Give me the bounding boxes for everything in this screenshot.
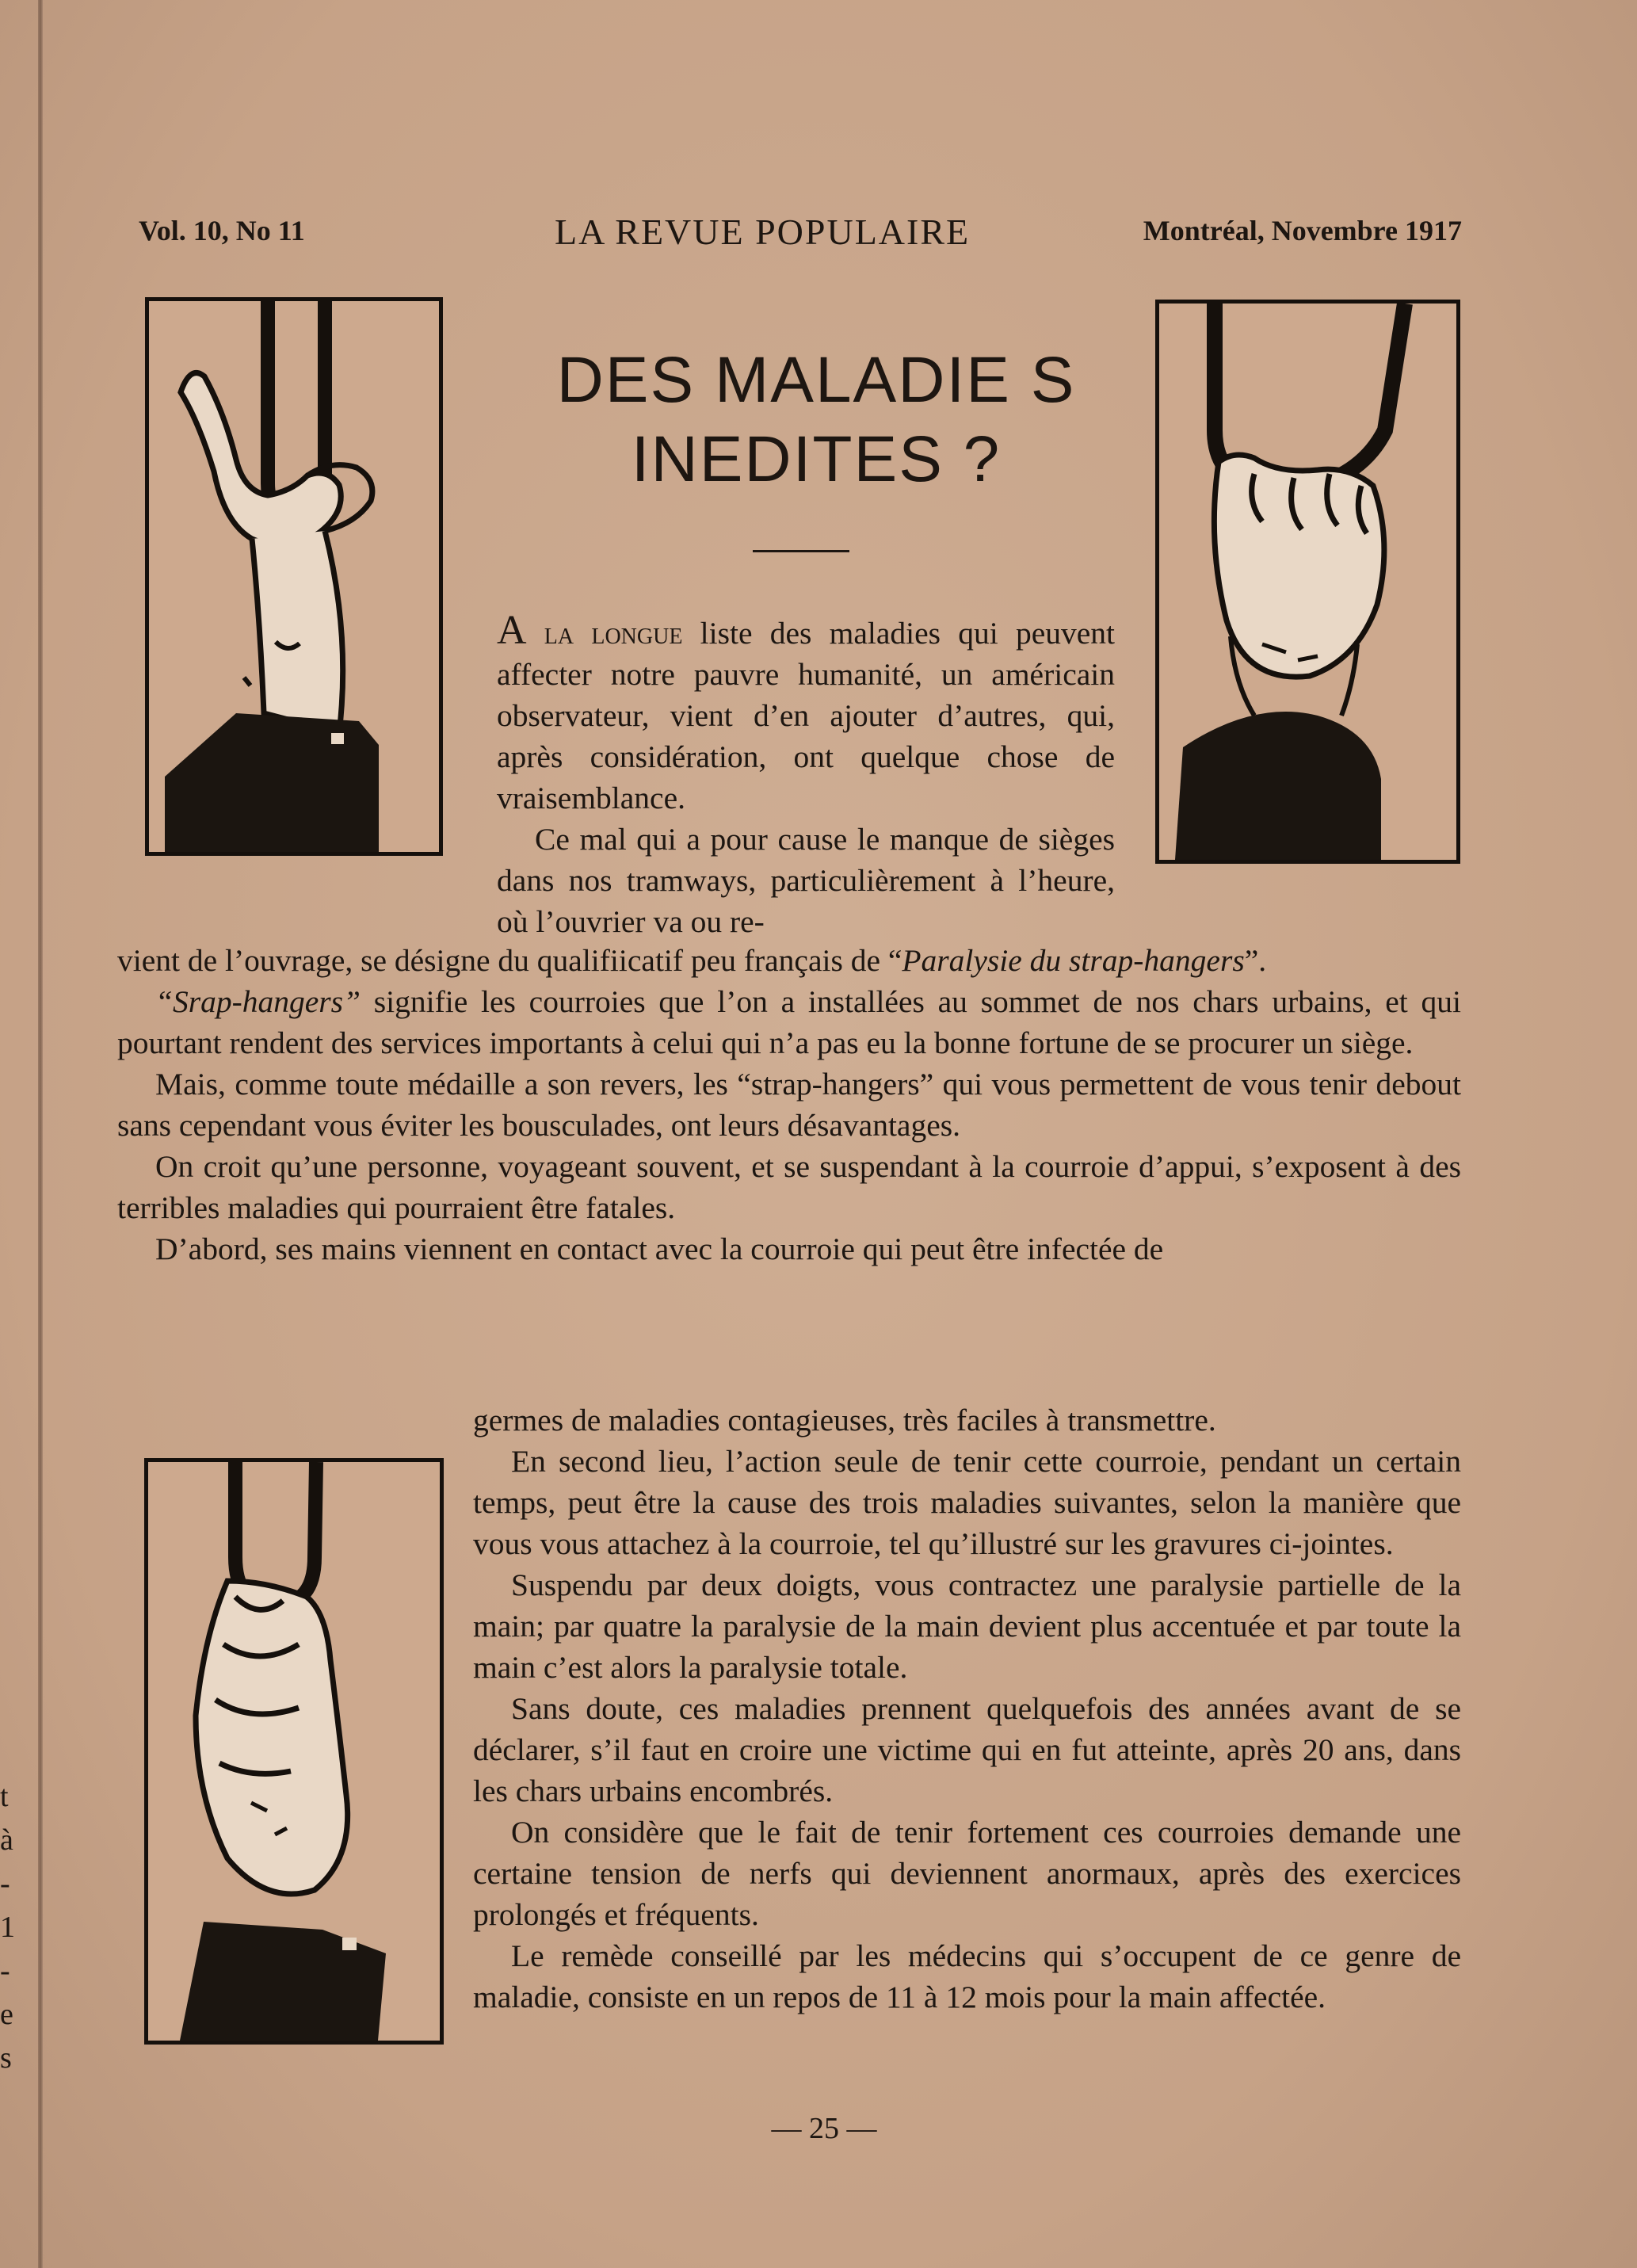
paragraph-3 <box>117 981 1461 1063</box>
hand-two-fingers-icon <box>149 301 439 852</box>
title-line-1: DES MALADIE S <box>556 344 1076 416</box>
paragraph-8: Suspendu par deux doigts, vous contractez une paralysie partielle de la main; par quatre la paralysie de la main devient plus accentuée et par toute la main c’est alors la paralysie totale. <box>473 1567 1461 1685</box>
paragraph-6-start: D’abord, ses mains viennent en contact avec la courroie qui peut être infectée de <box>155 1231 1164 1266</box>
article-title <box>507 341 1125 499</box>
margin-letter: e <box>0 1998 13 2031</box>
text-column-full-width <box>117 940 1461 1270</box>
hand-fist-icon <box>1159 304 1456 860</box>
paragraph-2-italic: Paralysie du strap-hangers <box>902 943 1245 978</box>
paragraph-2-continued <box>117 940 1461 981</box>
margin-bleed-letters <box>0 1775 24 2080</box>
paragraph-11: Le remède conseillé par les médecins qui s’occupent de ce genre de maladie, consiste en un repos de 11 à 12 mois pour la main affectée. <box>473 1938 1461 2014</box>
page-number: — 25 — <box>771 2112 877 2145</box>
binding-edge <box>38 0 43 2268</box>
paragraph-5: On croit qu’une personne, voyageant souvent, et se suspendant à la courroie d’appui, s’exposent à des terribles maladies qui pourraient être fatales. <box>117 1149 1461 1225</box>
paragraph-1 <box>497 610 1115 819</box>
paragraph-6-continued: germes de maladies contagieuses, très faciles à transmettre. <box>473 1403 1216 1438</box>
title-rule <box>753 550 849 552</box>
paragraph-3-italic: “Srap-hangers” <box>155 984 361 1019</box>
paragraph-9: Sans doute, ces maladies prennent quelquefois des années avant de se déclarer, s’il faut en croire une victime qui en fut atteinte, après 20 ans, dans les chars urbains encombrés. <box>473 1691 1461 1808</box>
paragraph-4: Mais, comme toute médaille a son revers, les “strap-hangers” qui vous permettent de vous tenir debout sans cependant vous éviter les bousculades, ont leurs désavantages. <box>117 1067 1461 1143</box>
header-volume: Vol. 10, No 11 <box>139 215 305 246</box>
lead-smallcaps: la longue <box>544 616 683 651</box>
margin-letter: - <box>0 1954 10 1987</box>
hand-four-fingers-icon <box>148 1462 440 2041</box>
paragraph-2-start: Ce mal qui a pour cause le manque de sièges dans nos tramways, particulièrement à l’heure, où l’ouvrier va ou re- <box>497 822 1115 939</box>
running-header <box>139 214 1462 262</box>
illustration-two-finger-grip <box>145 297 443 856</box>
paragraph-2-text-a: vient de l’ouvrage, se désigne du qualifiicatif peu français de “ <box>117 943 902 978</box>
header-date: Montréal, Novembre 1917 <box>1143 215 1462 246</box>
paragraph-7: En second lieu, l’action seule de tenir cette courroie, pendant un certain temps, peut être la cause des trois maladies suivantes, selon la manière que vous vous attachez à la courroie, tel qu’illustré sur les gravures ci-jointes. <box>473 1444 1461 1561</box>
title-line-2: INEDITES ? <box>631 423 1002 495</box>
margin-letter: - <box>0 1867 10 1900</box>
paragraph-2-text-b: ”. <box>1244 943 1267 978</box>
text-column-intro <box>497 610 1115 942</box>
margin-letter: à <box>0 1823 13 1857</box>
margin-letter: s <box>0 2041 12 2075</box>
illustration-four-finger-grip <box>144 1458 444 2045</box>
text-column-right <box>473 1399 1461 2018</box>
illustration-full-hand-grip <box>1155 300 1460 864</box>
paragraph-10: On considère que le fait de tenir fortement ces courroies demande une certaine tension de nerfs qui deviennent anormaux, après des exercices prolongés et fréquents. <box>473 1815 1461 1932</box>
paragraph-3-text: signifie les courroies que l’on a installées au sommet de nos chars urbains, et qui pourtant rendent des services importants à celui qui n’a pas eu la bonne fortune de se procurer un siège. <box>117 984 1461 1060</box>
header-journal-title: LA REVUE POPULAIRE <box>555 212 971 252</box>
margin-letter: t <box>0 1780 9 1813</box>
drop-cap: A <box>497 608 527 653</box>
margin-letter: 1 <box>0 1911 15 1944</box>
paragraph-1-text: liste des maladies qui peuvent affecter notre pauvre humanité, un américain observateur, vient d’en ajouter d’autres, qui, après considération, ont quelque chose de vraisemblance. <box>497 616 1115 815</box>
